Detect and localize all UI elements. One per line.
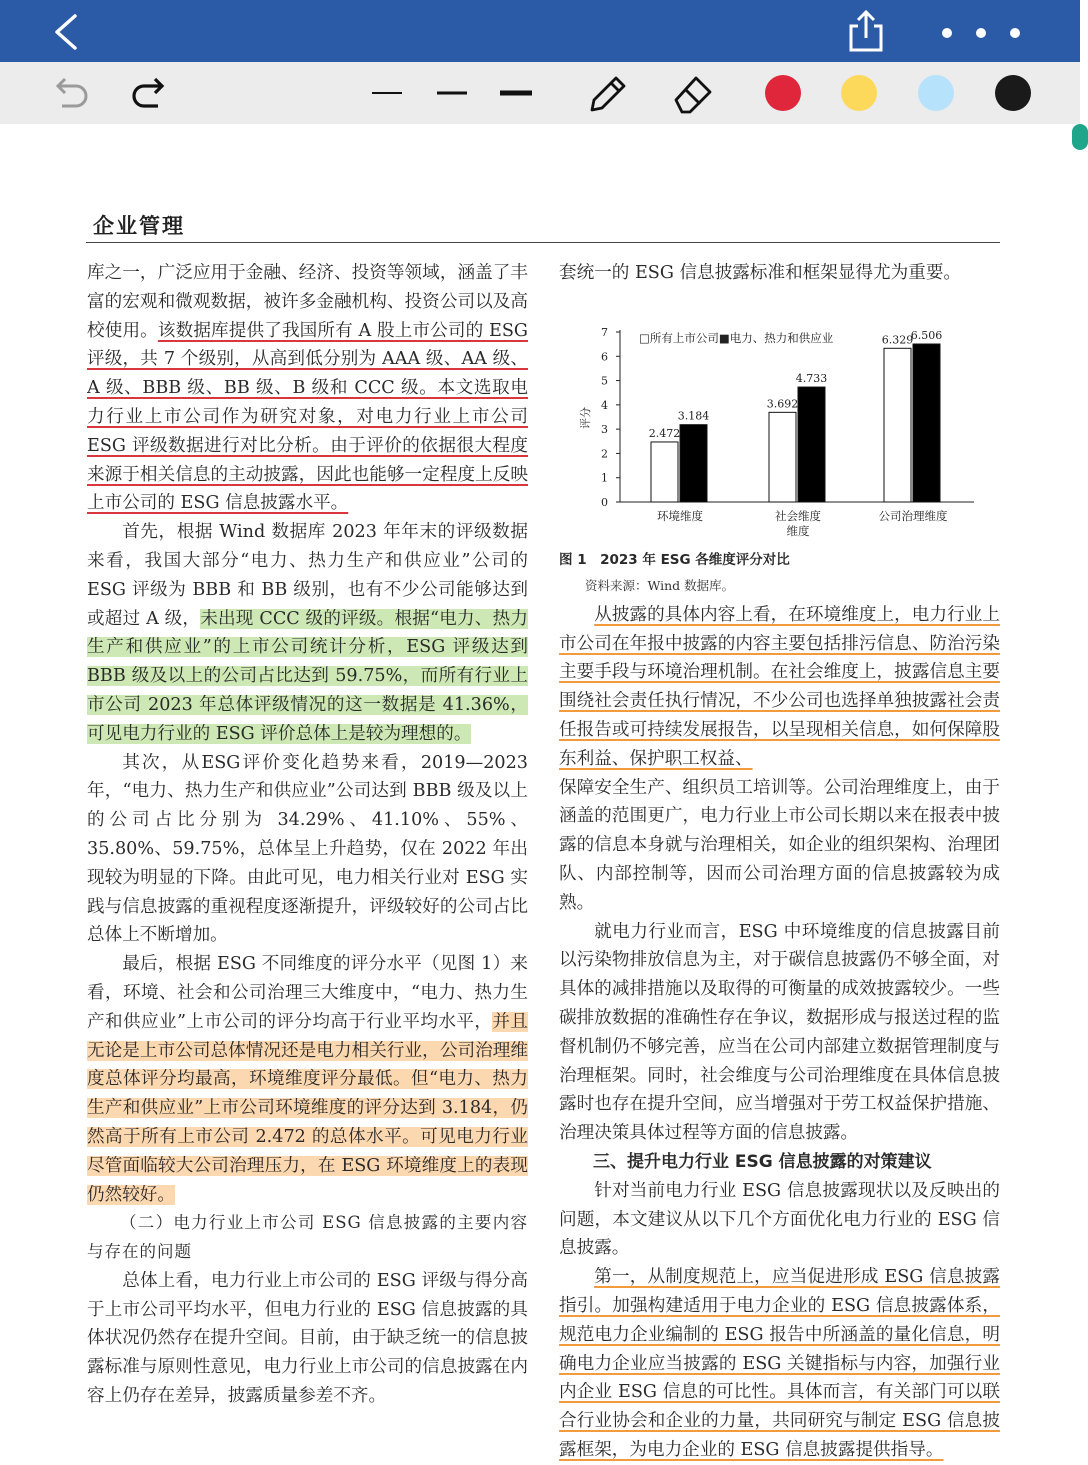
y-tick-label: 1 [601, 471, 608, 485]
esg-chart [559, 290, 1000, 546]
left-column [87, 259, 528, 1411]
paragraph: 针对当前电力行业 ESG 信息披露现状以及反映出的问题，本文建议从以下几个方面优化电力行业的 ESG 信息披露。 [559, 1180, 1000, 1259]
side-handle[interactable] [1072, 124, 1088, 150]
bar [884, 348, 911, 502]
underlined-text: 该数据库提供了我国所有 A 股上市公司的 ESG 评级，共 7 个级别，从高到低分别为 AAA 级、AA 级、A 级、BBB 级、BB 级、B 级和 CCC 级。本文选取电力行业上市公司作为研究对象，对电力行业上市公司 ESG 评级数据进行对比分析。由于评价的依据很大程度来源于相关信息的主动披露，因此也能够一定程度上反映上市公司的 ESG 信息披露水平。 [87, 320, 528, 514]
paragraph: 总体上看，电力行业上市公司的 ESG 评级与得分高于上市公司平均水平，但电力行业的 ESG 信息披露的具体状况仍然存在提升空间。目前，由于缺乏统一的信息披露标准与原则性意见，电力行业上市公司的信息披露在内容上仍存在差异，披露质量参差不齐。 [87, 1270, 528, 1407]
paragraph: 保障安全生产、组织员工培训等。公司治理维度上，由于涵盖的范围更广，电力行业上市公司长期以来在报表中披露的信息本身就与治理相关，如企业的组织架构、治理团队、内部控制等，因而公司治理方面的信息披露较为成熟。 [559, 777, 1000, 913]
underlined-paragraph: 第一，从制度规范上，应当促进形成 ESG 信息披露指引。加强构建适用于电力企业的 ESG 信息披露体系，规范电力企业编制的 ESG 报告中所涵盖的量化信息，明确电力企业应当披露的 ESG 关键指标与内容，加强行业内企业 ESG 信息的可比性。具体而言，有关部门可以联合行业协会和企业的力量，共同研究与制定 ESG 信息披露框架，为电力企业的 ESG 信息披露提供指导。 [559, 1267, 1000, 1460]
paragraph: 库之一，广泛应用于金融、经济、投资等领域，涵盖了丰富的宏观和微观数据，被许多金融机构、投资公司以及高校使用。该数据库提供了我国所有 A 股上市公司的 ESG 评级，共 7 个级别，从高到低分别为 AAA 级、AA 级、A 级、BBB 级、BB 级、B 级和 CCC 级。本文选取电力行业上市公司作为研究对象，对电力行业上市公司 ESG 评级数据进行对比分析。由于评价的依据很大程度来源于相关信息的主动披露，因此也能够一定程度上反映上市公司的 ESG 信息披露水平。 [87, 263, 528, 514]
figure-bar-chart [559, 290, 1000, 546]
page-header: 企业管理 [93, 213, 185, 238]
back-arrow-icon[interactable] [48, 12, 88, 52]
section-heading: 三、提升电力行业 ESG 信息披露的对策建议 [593, 1151, 932, 1172]
x-tick-label: 公司治理维度 [878, 508, 948, 523]
y-tick-label: 2 [601, 447, 608, 461]
color-blue-swatch[interactable] [918, 75, 954, 111]
top-app-bar [0, 0, 1080, 62]
figure-caption: 图 1 2023 年 ESG 各维度评分对比 [559, 551, 790, 568]
right-column [559, 259, 1000, 1465]
color-red-swatch[interactable] [765, 75, 801, 111]
redo-icon[interactable] [130, 76, 170, 112]
underlined-paragraph: 从披露的具体内容上看，在环境维度上，电力行业上市公司在年报中披露的内容主要包括排污信息、防治污染主要手段与环境治理机制。在社会维度上，披露信息主要围绕社会责任执行情况，不少公司也选择单独披露社会责任报告或可持续发展报告，以呈现相关信息，如何保障股东利益、保护职工权益、 [559, 604, 1000, 769]
paragraph: 就电力行业而言，ESG 中环境维度的信息披露目前以污染物排放信息为主，对于碳信息披露仍不够全面，对具体的减排措施以及取得的可衡量的成效披露较少。一些碳排放数据的准确性存在争议，数据形成与报送过程的监督机制仍不够完善，应当在公司内部建立数据管理制度与治理框架。同时，社会维度与公司治理维度在具体信息披露时也存在提升空间，应当增强对于劳工权益保护措施、治理决策具体过程等方面的信息披露。 [559, 921, 1000, 1144]
more-options-icon[interactable] [935, 22, 1030, 44]
section-heading: （二）电力行业上市公司 ESG 信息披露的主要内容与存在的问题 [87, 1213, 528, 1262]
data-label: 2.472 [648, 426, 681, 440]
header-rule [86, 242, 1000, 243]
data-label: 6.506 [910, 328, 943, 342]
x-tick-label: 社会维度 [775, 508, 821, 523]
highlighted-text: 未出现 CCC 级的评级。根据“电力、热力生产和供应业”的上市公司统计分析，ESG 评级达到 BBB 级及以上的公司占比达到 59.75%，而所有行业上市公司 2023 年总体评级情况的这一数据是 41.36%，可见电力行业的 ESG 评价总体上是较为理想的。 [87, 608, 528, 744]
x-tick-label: 环境维度 [657, 508, 703, 523]
color-black-swatch[interactable] [995, 75, 1031, 111]
share-icon[interactable] [844, 8, 888, 54]
pencil-icon[interactable] [584, 70, 630, 116]
figure-source: 资料来源：Wind 数据库。 [585, 577, 735, 593]
y-tick-label: 7 [601, 325, 608, 339]
bar [913, 344, 940, 502]
bar [651, 442, 678, 502]
y-tick-label: 3 [601, 422, 608, 436]
data-label: 3.184 [677, 409, 710, 423]
y-tick-label: 0 [601, 495, 608, 509]
color-yellow-swatch[interactable] [841, 75, 877, 111]
y-axis-label: 评分 [579, 406, 592, 429]
eraser-icon[interactable] [670, 70, 716, 116]
bar [798, 387, 825, 502]
paragraph: 首先，根据 Wind 数据库 2023 年年末的评级数据来看，我国大部分“电力、热力生产和供应业”公司的 ESG 评级为 BBB 和 BB 级别，也有不少公司能够达到或超过 A 级，未出现 CCC 级的评级。根据“电力、热力生产和供应业”的上市公司统计分析，ESG 评级达到 BBB 级及以上的公司占比达到 59.75%，而所有行业上市公司 2023 年总体评级情况的这一数据是 41.36%，可见电力行业的 ESG 评价总体上是较为理想的。 [87, 522, 528, 744]
y-tick-label: 4 [601, 398, 608, 412]
y-tick-label: 6 [601, 350, 608, 364]
data-label: 3.692 [766, 397, 799, 411]
thin-stroke-icon[interactable] [372, 91, 402, 95]
legend-entry: □所有上市公司■电力、热力和供应业 [639, 330, 834, 345]
y-tick-label: 5 [601, 374, 608, 388]
highlighted-text: 并且无论是上市公司总体情况还是电力相关行业，公司治理维度总体评分均最高，环境维度评分最低。但“电力、热力生产和供应业”上市公司环境维度的评分达到 3.184，仍然高于所有上市公司 2.472 的总体水平。可见电力行业尽管面临较大公司治理压力，在 ESG 环境维度上的表现仍然较好。 [87, 1011, 528, 1205]
annotation-toolbar [0, 62, 1080, 124]
x-tick-label: 维度 [786, 523, 810, 538]
data-label: 4.733 [795, 371, 828, 385]
medium-stroke-icon[interactable] [437, 91, 467, 95]
data-label: 6.329 [881, 333, 914, 347]
paragraph: 套统一的 ESG 信息披露标准和框架显得尤为重要。 [559, 263, 962, 283]
bar [680, 424, 707, 501]
bar [769, 412, 796, 502]
paragraph: 其次，从ESG评价变化趋势来看，2019—2023 年，“电力、热力生产和供应业”公司达到 BBB 级及以上的公司占比分别为 34.29%、41.10%、55%、35.80%、59.75%，总体呈上升趋势，仅在 2022 年出现较为明显的下降。由此可见，电力相关行业对 ESG 实践与信息披露的重视程度逐渐提升，评级较好的公司占比总体上不断增加。 [87, 752, 528, 946]
thick-stroke-icon[interactable] [500, 90, 532, 96]
undo-icon[interactable] [50, 76, 90, 112]
paragraph: 最后，根据 ESG 不同维度的评分水平（见图 1）来看，环境、社会和公司治理三大维度中，“电力、热力生产和供应业”上市公司的评分均高于行业平均水平，并且无论是上市公司总体情况还是电力相关行业，公司治理维度总体评分均最高，环境维度评分最低。但“电力、热力生产和供应业”上市公司环境维度的评分达到 3.184，仍然高于所有上市公司 2.472 的总体水平。可见电力行业尽管面临较大公司治理压力，在 ESG 环境维度上的表现仍然较好。 [87, 954, 528, 1205]
